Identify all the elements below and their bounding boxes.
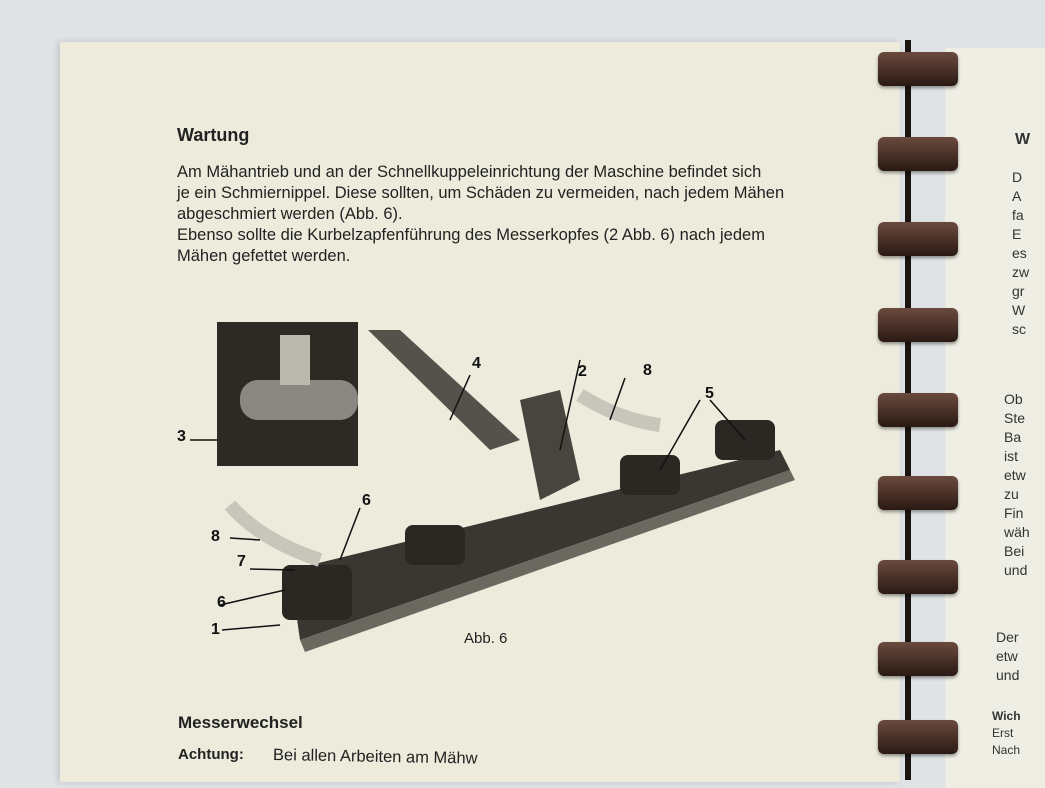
figure-label: 6: [217, 594, 226, 611]
binding-ring: [878, 222, 958, 256]
figure-label: 2: [578, 363, 587, 380]
binding-ring: [878, 560, 958, 594]
figure-label: 7: [237, 553, 246, 570]
text-line: Bei: [1004, 543, 1025, 559]
binding-ring: [878, 393, 958, 427]
figure-label: 8: [643, 362, 652, 379]
text-line: Erst: [992, 726, 1014, 740]
text-line: zw: [1012, 264, 1030, 280]
text-line: Am Mähantrieb und an der Schnellkuppeleinrichtung der Maschine befindet sich: [177, 163, 762, 181]
text-line: Mähen gefettet werden.: [177, 247, 351, 265]
right-page-column: [1012, 168, 1029, 339]
binding-ring: [878, 308, 958, 342]
figure-label: 4: [472, 355, 481, 372]
text-line: Ba: [1004, 429, 1022, 445]
binding-ring: [878, 137, 958, 171]
knife-head: [282, 565, 352, 620]
text-line: und: [1004, 562, 1028, 578]
mower-beam: [368, 330, 520, 450]
figure-label: 8: [211, 528, 220, 545]
text-line: ist: [1004, 448, 1018, 464]
text-line: D: [1012, 169, 1023, 185]
text-line: fa: [1012, 207, 1024, 223]
right-page-column: [996, 628, 1019, 685]
binding-ring: [878, 52, 958, 86]
binding-ring: [878, 642, 958, 676]
right-page-column: [1004, 390, 1030, 580]
figure-label: 1: [211, 621, 220, 638]
warning-text: Bei allen Arbeiten am Mähw: [272, 746, 478, 768]
section-heading-messerwechsel: Messerwechsel: [178, 713, 303, 732]
text-line: A: [1012, 188, 1022, 204]
text-line: es: [1012, 245, 1027, 261]
text-line: wäh: [1004, 524, 1030, 540]
text-line: abgeschmiert werden (Abb. 6).: [177, 205, 403, 223]
right-page-text: W: [1015, 131, 1031, 148]
text-line: Fin: [1004, 505, 1024, 521]
text-line: gr: [1012, 283, 1025, 299]
text-line: Wich: [992, 709, 1021, 723]
text-line: sc: [1012, 321, 1026, 337]
warning-label: Achtung:: [178, 746, 244, 763]
text-line: je ein Schmiernippel. Diese sollten, um Schäden zu vermeiden, nach jedem Mähen: [177, 184, 785, 202]
section-heading: Wartung: [177, 125, 250, 145]
figure-caption: Abb. 6: [464, 630, 508, 647]
text-line: W: [1012, 302, 1026, 318]
text-line: Ste: [1004, 410, 1026, 426]
text-line: Nach: [992, 743, 1021, 757]
text-line: etw: [996, 648, 1018, 664]
right-page: [945, 48, 1045, 788]
binding-ring: [878, 476, 958, 510]
figure-label: 6: [362, 492, 371, 509]
text-line: Ebenso sollte die Kurbelzapfenführung des Messerkopfes (2 Abb. 6) nach jedem: [177, 226, 765, 244]
text-line: Der: [996, 629, 1019, 645]
right-page-column: [992, 708, 1021, 759]
text-line: zu: [1004, 486, 1019, 502]
figure-label: 5: [705, 385, 714, 402]
text-line: und: [996, 667, 1020, 683]
figure-label: 3: [177, 428, 186, 445]
text-line: etw: [1004, 467, 1026, 483]
binding-ring: [878, 720, 958, 754]
text-line: E: [1012, 226, 1022, 242]
text-line: Ob: [1004, 391, 1023, 407]
